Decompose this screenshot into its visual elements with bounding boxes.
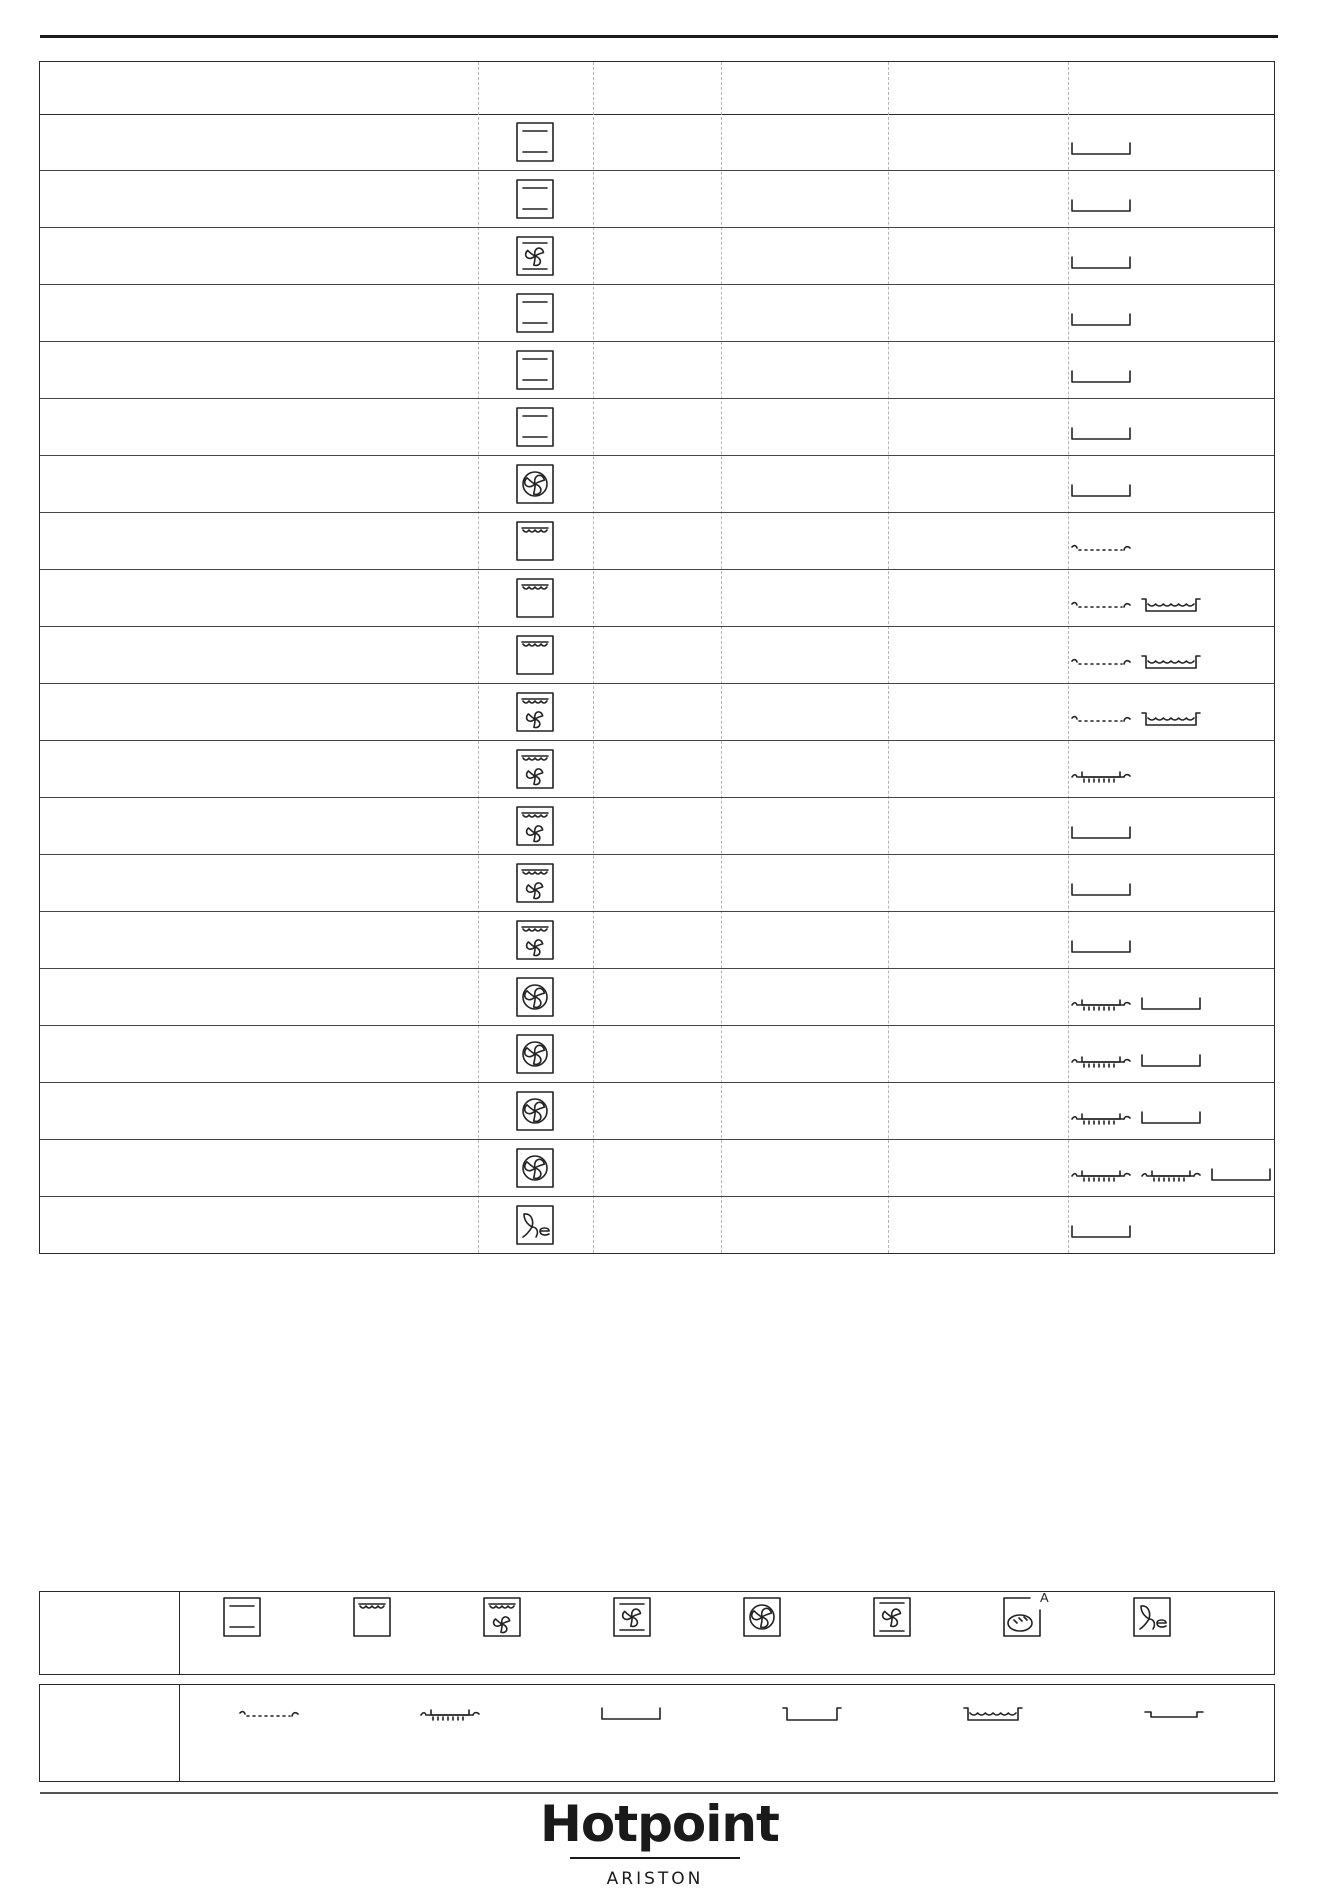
table-row: [40, 285, 1274, 342]
table-row: [40, 798, 1274, 855]
preheat-cell: [601, 1215, 713, 1235]
preheat-cell: [601, 930, 713, 950]
table-row: [40, 741, 1274, 798]
recipe-cell: [48, 417, 468, 437]
recipe-cell: [48, 132, 468, 152]
conventional-icon: [515, 349, 555, 391]
temperature-cell: [729, 702, 880, 722]
preheat-cell: [601, 1101, 713, 1121]
drip-tray-icon: [781, 1705, 843, 1723]
cooking-time-cell: [896, 1215, 1060, 1235]
conventional-icon: [515, 292, 555, 334]
drip-tray-with-water-icon: [1140, 710, 1202, 728]
baking-tray-on-shelf-icon: [1140, 1166, 1202, 1184]
recipe-cell: [48, 189, 468, 209]
table-row: [40, 627, 1274, 684]
temperature-cell: [729, 645, 880, 665]
table-row: [40, 570, 1274, 627]
table-row: [40, 684, 1274, 741]
temperature-cell: [729, 474, 880, 494]
recipe-cell: [48, 645, 468, 665]
preheat-cell: [601, 417, 713, 437]
preheat-cell: [601, 246, 713, 266]
recipe-cell: [48, 987, 468, 1007]
preheat-cell: [601, 531, 713, 551]
conventional-icon: [222, 1596, 262, 1638]
table-row: [40, 228, 1274, 285]
turbo-grill-icon: [515, 919, 555, 961]
drip-tray-with-water-icon: [1140, 596, 1202, 614]
table-row: [40, 969, 1274, 1026]
baking-tray-icon: [1070, 824, 1132, 842]
cooking-time-cell: [896, 189, 1060, 209]
accessories-legend-label: [40, 1685, 180, 1781]
forced-air-icon: [515, 976, 555, 1018]
wire-shelf-icon: [1070, 710, 1132, 728]
turbo-grill-icon: [515, 862, 555, 904]
table-row: [40, 1140, 1274, 1197]
preheat-cell: [601, 474, 713, 494]
cooking-time-cell: [896, 1158, 1060, 1178]
recipe-cell: [48, 246, 468, 266]
wire-shelf-icon: [1070, 539, 1132, 557]
cooking-time-cell: [896, 474, 1060, 494]
cooking-time-cell: [896, 360, 1060, 380]
baking-tray-on-shelf-icon: [1070, 1166, 1132, 1184]
cooking-time-cell: [896, 246, 1060, 266]
baking-tray-icon: [1070, 254, 1132, 272]
eco-forced-air-icon: [1132, 1596, 1172, 1638]
cooking-time-cell: [896, 588, 1060, 608]
table-row: [40, 1197, 1274, 1254]
recipe-cell: [48, 360, 468, 380]
recipe-cell: [48, 702, 468, 722]
recipe-cell: [48, 759, 468, 779]
recipe-cell: [48, 1215, 468, 1235]
temperature-cell: [729, 360, 880, 380]
preheat-cell: [601, 303, 713, 323]
drip-tray-with-water-icon: [962, 1705, 1024, 1723]
recipe-cell: [48, 474, 468, 494]
grill-icon: [352, 1596, 392, 1638]
preheat-cell: [601, 987, 713, 1007]
preheat-cell: [601, 702, 713, 722]
table-row: [40, 855, 1274, 912]
temperature-cell: [729, 1044, 880, 1064]
cook-3-4-icon: [872, 1596, 912, 1638]
baking-tray-icon: [1210, 1166, 1272, 1184]
table-header: [40, 62, 1274, 115]
forced-air-icon: [515, 1090, 555, 1132]
table-row: [40, 171, 1274, 228]
temperature-cell: [729, 531, 880, 551]
preheat-cell: [601, 1044, 713, 1064]
baking-tray-on-shelf-icon: [1070, 767, 1132, 785]
grill-icon: [515, 634, 555, 676]
baking-tray-icon: [1070, 938, 1132, 956]
baking-tray-icon: [1070, 482, 1132, 500]
preheat-cell: [601, 189, 713, 209]
baking-tray-icon: [1140, 995, 1202, 1013]
cooking-time-cell: [896, 987, 1060, 1007]
preheat-cell: [601, 132, 713, 152]
cooking-time-cell: [896, 1101, 1060, 1121]
turbo-grill-icon: [515, 805, 555, 847]
baking-tray-icon: [1070, 140, 1132, 158]
top-rule: [40, 35, 1278, 38]
preheat-cell: [601, 816, 713, 836]
turbo-grill-icon: [515, 691, 555, 733]
temperature-cell: [729, 417, 880, 437]
header-cooking-time: [888, 62, 1068, 114]
temperature-cell: [729, 930, 880, 950]
table-row: [40, 912, 1274, 969]
table-row: [40, 399, 1274, 456]
conventional-icon: [515, 121, 555, 163]
baking-tray-icon: [1070, 425, 1132, 443]
brand-sub-name: ARISTON: [606, 1869, 704, 1889]
header-level-accessories: [1068, 62, 1274, 114]
convection-bake-icon: [612, 1596, 652, 1638]
turbo-grill-icon: [482, 1596, 522, 1638]
wire-shelf-icon: [1070, 653, 1132, 671]
baking-tray-icon: [1070, 311, 1132, 329]
temperature-cell: [729, 132, 880, 152]
temperature-cell: [729, 873, 880, 893]
forced-air-icon: [515, 463, 555, 505]
cooking-time-cell: [896, 930, 1060, 950]
cooking-time-cell: [896, 816, 1060, 836]
functions-legend: [39, 1591, 1275, 1675]
baking-tray-icon: [1140, 1109, 1202, 1127]
table-row: [40, 1083, 1274, 1140]
temperature-cell: [729, 759, 880, 779]
baking-tray-on-shelf-icon: [1070, 1052, 1132, 1070]
wire-shelf-icon: [1070, 596, 1132, 614]
preheat-cell: [601, 873, 713, 893]
grill-icon: [515, 577, 555, 619]
recipe-cell: [48, 531, 468, 551]
baking-tray-icon: [1070, 1223, 1132, 1241]
cooking-time-cell: [896, 1044, 1060, 1064]
convection-bake-icon: [515, 235, 555, 277]
eco-forced-air-icon: [515, 1204, 555, 1246]
preheat-cell: [601, 759, 713, 779]
temperature-cell: [729, 588, 880, 608]
baking-tray-icon: [1070, 197, 1132, 215]
accessories-legend: [39, 1684, 1275, 1782]
brand-name: Hotpoint: [540, 1795, 779, 1853]
table-row: [40, 456, 1274, 513]
cooking-time-cell: [896, 702, 1060, 722]
header-preheat: [593, 62, 721, 114]
cooking-time-cell: [896, 531, 1060, 551]
drip-tray-with-water-icon: [1140, 653, 1202, 671]
preheat-cell: [601, 360, 713, 380]
recipe-cell: [48, 303, 468, 323]
recipe-cell: [48, 816, 468, 836]
brand-logo: [540, 1793, 779, 1889]
auto-mode-label: A: [1040, 1590, 1049, 1605]
recipe-cell: [48, 1158, 468, 1178]
temperature-cell: [729, 246, 880, 266]
temperature-cell: [729, 303, 880, 323]
baking-tray-on-shelf-icon: [1070, 1109, 1132, 1127]
conventional-icon: [515, 406, 555, 448]
brand-underline: [570, 1857, 740, 1859]
recipe-cell: [48, 930, 468, 950]
table-row: [40, 1026, 1274, 1083]
header-function: [478, 62, 593, 114]
preheat-cell: [601, 645, 713, 665]
recipe-cell: [48, 1101, 468, 1121]
table-row: [40, 114, 1274, 171]
cooking-time-cell: [896, 873, 1060, 893]
header-temperature: [721, 62, 888, 114]
preheat-cell: [601, 588, 713, 608]
functions-legend-label: [40, 1592, 180, 1674]
header-recipe: [40, 62, 478, 114]
recipe-cell: [48, 1044, 468, 1064]
temperature-cell: [729, 1158, 880, 1178]
cooking-time-cell: [896, 417, 1060, 437]
cooking-time-cell: [896, 759, 1060, 779]
baking-tray-on-shelf-icon: [1070, 995, 1132, 1013]
table-row: [40, 513, 1274, 570]
cooking-time-cell: [896, 645, 1060, 665]
preheat-cell: [601, 1158, 713, 1178]
baking-tray-icon: [1070, 881, 1132, 899]
forced-air-icon: [742, 1596, 782, 1638]
temperature-cell: [729, 1215, 880, 1235]
baking-tray-on-shelf-icon: [419, 1705, 481, 1723]
recipe-cell: [48, 588, 468, 608]
baking-tray-icon: [1070, 368, 1132, 386]
wire-shelf-icon: [238, 1705, 300, 1723]
baking-tray-icon: [1140, 1052, 1202, 1070]
cooking-time-cell: [896, 303, 1060, 323]
temperature-cell: [729, 189, 880, 209]
temperature-cell: [729, 816, 880, 836]
grill-icon: [515, 520, 555, 562]
cooking-time-cell: [896, 132, 1060, 152]
forced-air-icon: [515, 1147, 555, 1189]
conventional-icon: [515, 178, 555, 220]
temperature-cell: [729, 1101, 880, 1121]
turbo-grill-icon: [515, 748, 555, 790]
table-row: [40, 342, 1274, 399]
bread-auto-icon: [1002, 1596, 1042, 1638]
recipe-cell: [48, 873, 468, 893]
shallow-pan-icon: [1143, 1705, 1205, 1723]
cooking-table: [39, 61, 1275, 1254]
temperature-cell: [729, 987, 880, 1007]
forced-air-icon: [515, 1033, 555, 1075]
baking-tray-icon: [600, 1705, 662, 1723]
